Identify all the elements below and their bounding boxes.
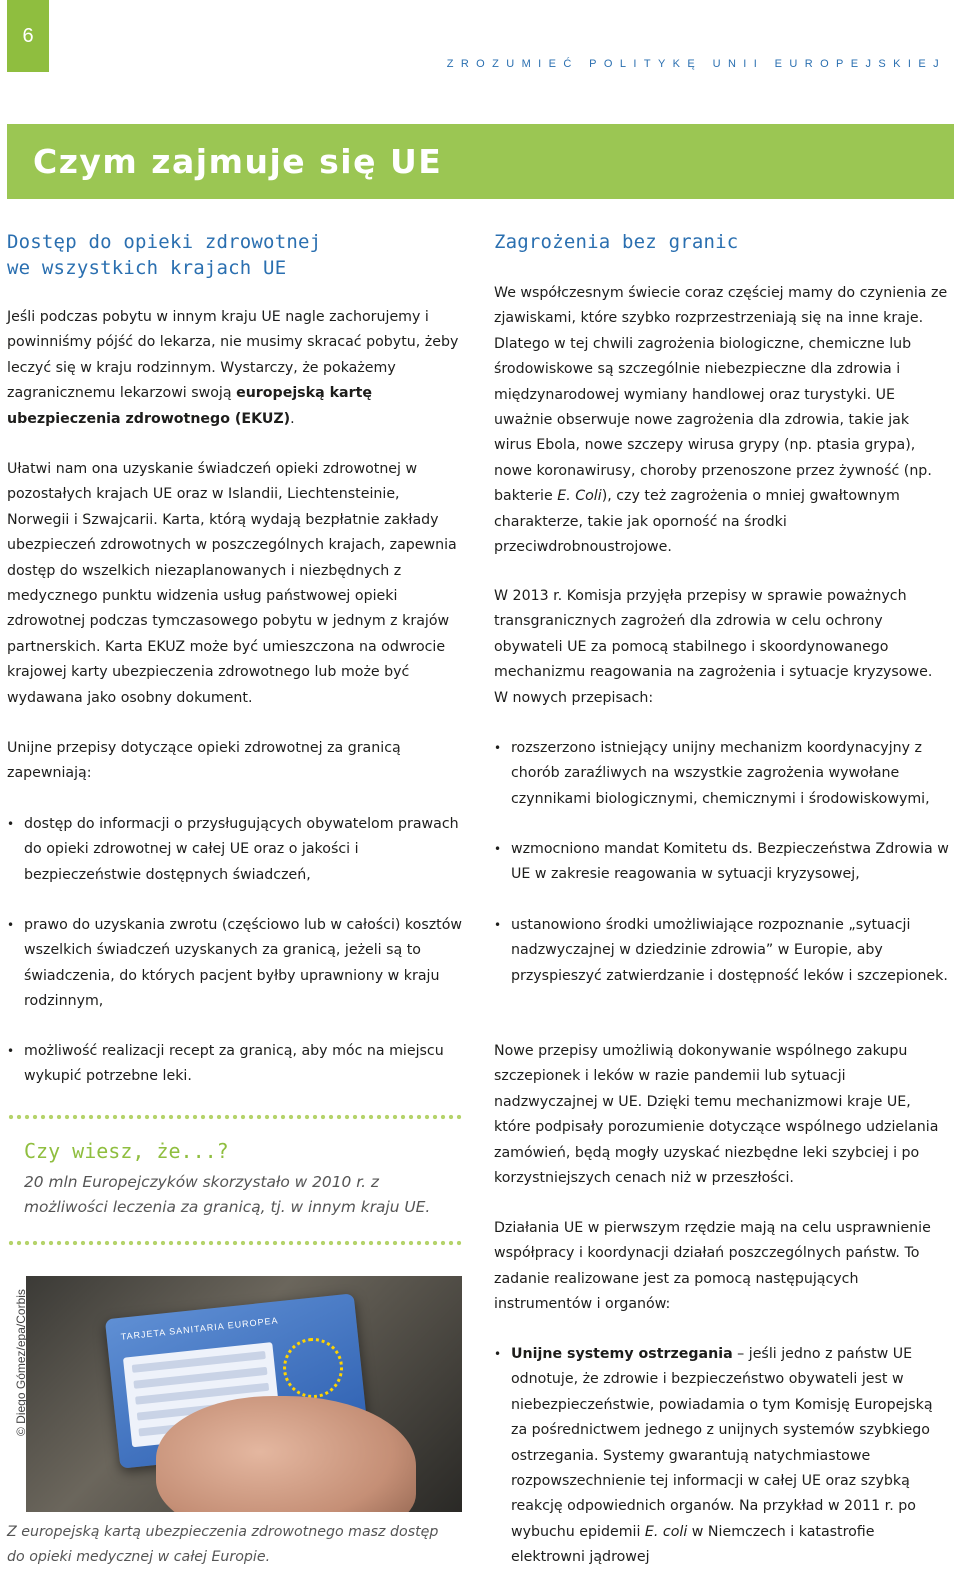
- threats-paragraph: [494, 281, 949, 560]
- ekuz-bold-term: europejską kartę ubezpieczenia zdrowotnego (EKUZ): [7, 385, 372, 427]
- running-head: ZROZUMIEĆ POLITYKĘ UNII EUROPEJSKIEJ: [446, 58, 946, 70]
- warning-systems-text-end: w Niemczech i katastrofie elektrowni jądrowej: [511, 1523, 875, 1566]
- regulation-list-3: [494, 913, 949, 989]
- dotted-divider-bottom: [7, 1240, 463, 1246]
- ekuz-intro-text: Jeśli podczas pobytu w innym kraju UE nagle zachorujemy i powinniśmy pójść do lekarza, nie musimy skracać pobytu, żeby leczyć się w kraju rodzinnym. Wystarczy, że pokażemy zagranicznemu lekarzowi swoją: [7, 309, 459, 402]
- list-item: [494, 1342, 949, 1571]
- dotted-divider-top: [7, 1114, 463, 1120]
- section-banner: [7, 124, 954, 199]
- ekuz-intro-paragraph: [7, 305, 463, 432]
- list-item: • ustanowiono środki umożliwiające rozpoznanie „sytuacji nadzwyczajnej w dziedzinie zdrowia” w Europie, aby przyspieszyć zatwierdzanie i dostępność leków i szczepionek.: [494, 913, 949, 989]
- warning-systems-term: Unijne systemy ostrzegania: [511, 1346, 733, 1362]
- list-item: • wzmocniono mandat Komitetu ds. Bezpieczeństwa Zdrowia w UE w zakresie reagowania w sytuacji kryzysowej,: [494, 837, 949, 888]
- list-item: • dostęp do informacji o przysługujących obywatelom prawach do opieki zdrowotnej w całej UE oraz o jakości i bezpieczeństwie dostępnych świadczeń,: [7, 812, 463, 888]
- health-access-heading: [7, 229, 321, 281]
- threats-heading: Zagrożenia bez granic: [494, 231, 739, 253]
- ekuz-card-photo: [26, 1276, 462, 1512]
- list-item: • prawo do uzyskania zwrotu (częściowo lub w całości) kosztów wszelkich świadczeń uzyskanych za granicą, jeżeli są to świadczenia, do których pacjent byłby uprawniony w kraju rodzinnym,: [7, 913, 463, 1015]
- joint-procurement-paragraph: Nowe przepisy umożliwią dokonywanie wspólnego zakupu szczepionek i leków w razie pandemii lub sytuacji nadzwyczajnej w UE. Dzięki temu mechanizmowi kraje UE, które podpisały porozumienie dotyczące wspólnego udzielania zamówień, będą mogły uzyskać niezbędne leki szybciej i po korzystniejszych cenach niż w przeszłości.: [494, 1043, 939, 1187]
- hand-image: [156, 1396, 416, 1512]
- warning-systems-list: [494, 1342, 949, 1571]
- heading-line-1: Dostęp do opieki zdrowotnej: [7, 231, 322, 253]
- eu-stars-icon: [280, 1335, 346, 1401]
- photo-credit: © Diego Gómez/epa/Corbis: [14, 1289, 28, 1436]
- card-label: TARJETA SANITARIA EUROPEA: [120, 1315, 279, 1342]
- rules-intro-paragraph: Unijne przepisy dotyczące opieki zdrowotnej za granicą zapewniają:: [7, 740, 401, 782]
- did-you-know-title: Czy wiesz, że...?: [24, 1139, 229, 1163]
- page-title: Czym zajmuje się UE: [33, 142, 443, 181]
- threats-text-end: ), czy też zagrożenia o mniej gwałtownym charakterze, takie jak oporność na środki przeciwdrobnoustrojowe.: [494, 488, 900, 556]
- heading-line-2: we wszystkich krajach UE: [7, 257, 287, 279]
- page-number: 6: [7, 0, 49, 72]
- rules-list-3: [7, 1039, 463, 1090]
- ecoli-italic-2: E. coli: [644, 1523, 688, 1540]
- regulation-list-2: [494, 837, 949, 888]
- list-item: • możliwość realizacji recept za granicą, aby móc na miejscu wykupić potrzebne leki.: [7, 1039, 463, 1090]
- coordination-paragraph: Działania UE w pierwszym rzędzie mają na celu usprawnienie współpracy i koordynacji działań poszczególnych państw. To zadanie realizowane jest za pomocą następujących instrumentów i organów:: [494, 1220, 931, 1313]
- rules-list-2: [7, 913, 463, 1015]
- did-you-know-text: 20 mln Europejczyków skorzystało w 2010 r. z możliwości leczenia za granicą, tj. w innym kraju UE.: [24, 1173, 431, 1216]
- warning-systems-text: – jeśli jedno z państw UE odnotuje, że zdrowie i bezpieczeństwo obywateli jest w niebezpieczeństwie, powiadamia o tym Komisję Europejską za pośrednictwem jednego z unijnych systemów szybkiego ostrzegania. Systemy gwarantują natychmiastowe rozpowszechnienie tej informacji w całej UE oraz szybką reakcję odpowiednich organów. Na przykład w 2011 r. po wybuchu epidemii: [511, 1346, 933, 1540]
- regulation-list-1: [494, 736, 949, 812]
- rules-list: [7, 812, 463, 888]
- threats-text: We współczesnym świecie coraz częściej mamy do czynienia ze zjawiskami, które szybko rozprzestrzeniają się na inne kraje. Dlatego w tej chwili zagrożenia biologiczne, chemiczne lub środowiskowe są szczególnie niebezpieczne dla zdrowia i międzynarodowej wymiany handlowej oraz turystyki. UE uważnie obserwuje nowe zagrożenia dla zdrowia, takie jak wirus Ebola, nowe szczepy wirusa grypy (np. ptasia grypa), nowe koronawirusy, choroby przenoszone przez żywność (np. bakterie: [494, 285, 948, 505]
- photo-caption: Z europejską kartą ubezpieczenia zdrowotnego masz dostęp do opieki medycznej w całej Europie.: [7, 1524, 439, 1565]
- regulation-2013-paragraph: W 2013 r. Komisja przyjęła przepisy w sprawie poważnych transgranicznych zagrożeń dla zdrowia w celu ochrony obywateli UE za pomocą stabilnego i skoordynowanego mechanizmu reagowania na zagrożenia i sytuacje kryzysowe. W nowych przepisach:: [494, 588, 933, 706]
- ekuz-details-paragraph: Ułatwi nam ona uzyskanie świadczeń opieki zdrowotnej w pozostałych krajach UE oraz w Islandii, Liechtensteinie, Norwegii i Szwajcarii. Karta, którą wydają bezpłatnie zakłady ubezpieczeń zdrowotnych w poszczególnych krajach, zapewnia dostęp do wszelkich niezaplanowanych i niezbędnych z medycznego punktu widzenia usług państwowej opieki zdrowotnej podczas tymczasowego pobytu w jednym z krajów partnerskich. Karta EKUZ może być umieszczona na odwrocie krajowej karty ubezpieczenia zdrowotnego lub może być wydawana jako osobny dokument.: [7, 461, 457, 706]
- ecoli-italic: E. Coli: [557, 488, 602, 505]
- list-item: • rozszerzono istniejący unijny mechanizm koordynacyjny z chorób zaraźliwych na wszystkie zagrożenia wywołane czynnikami biologicznymi, chemicznymi i środowiskowymi,: [494, 736, 949, 812]
- ekuz-intro-end: .: [290, 410, 295, 427]
